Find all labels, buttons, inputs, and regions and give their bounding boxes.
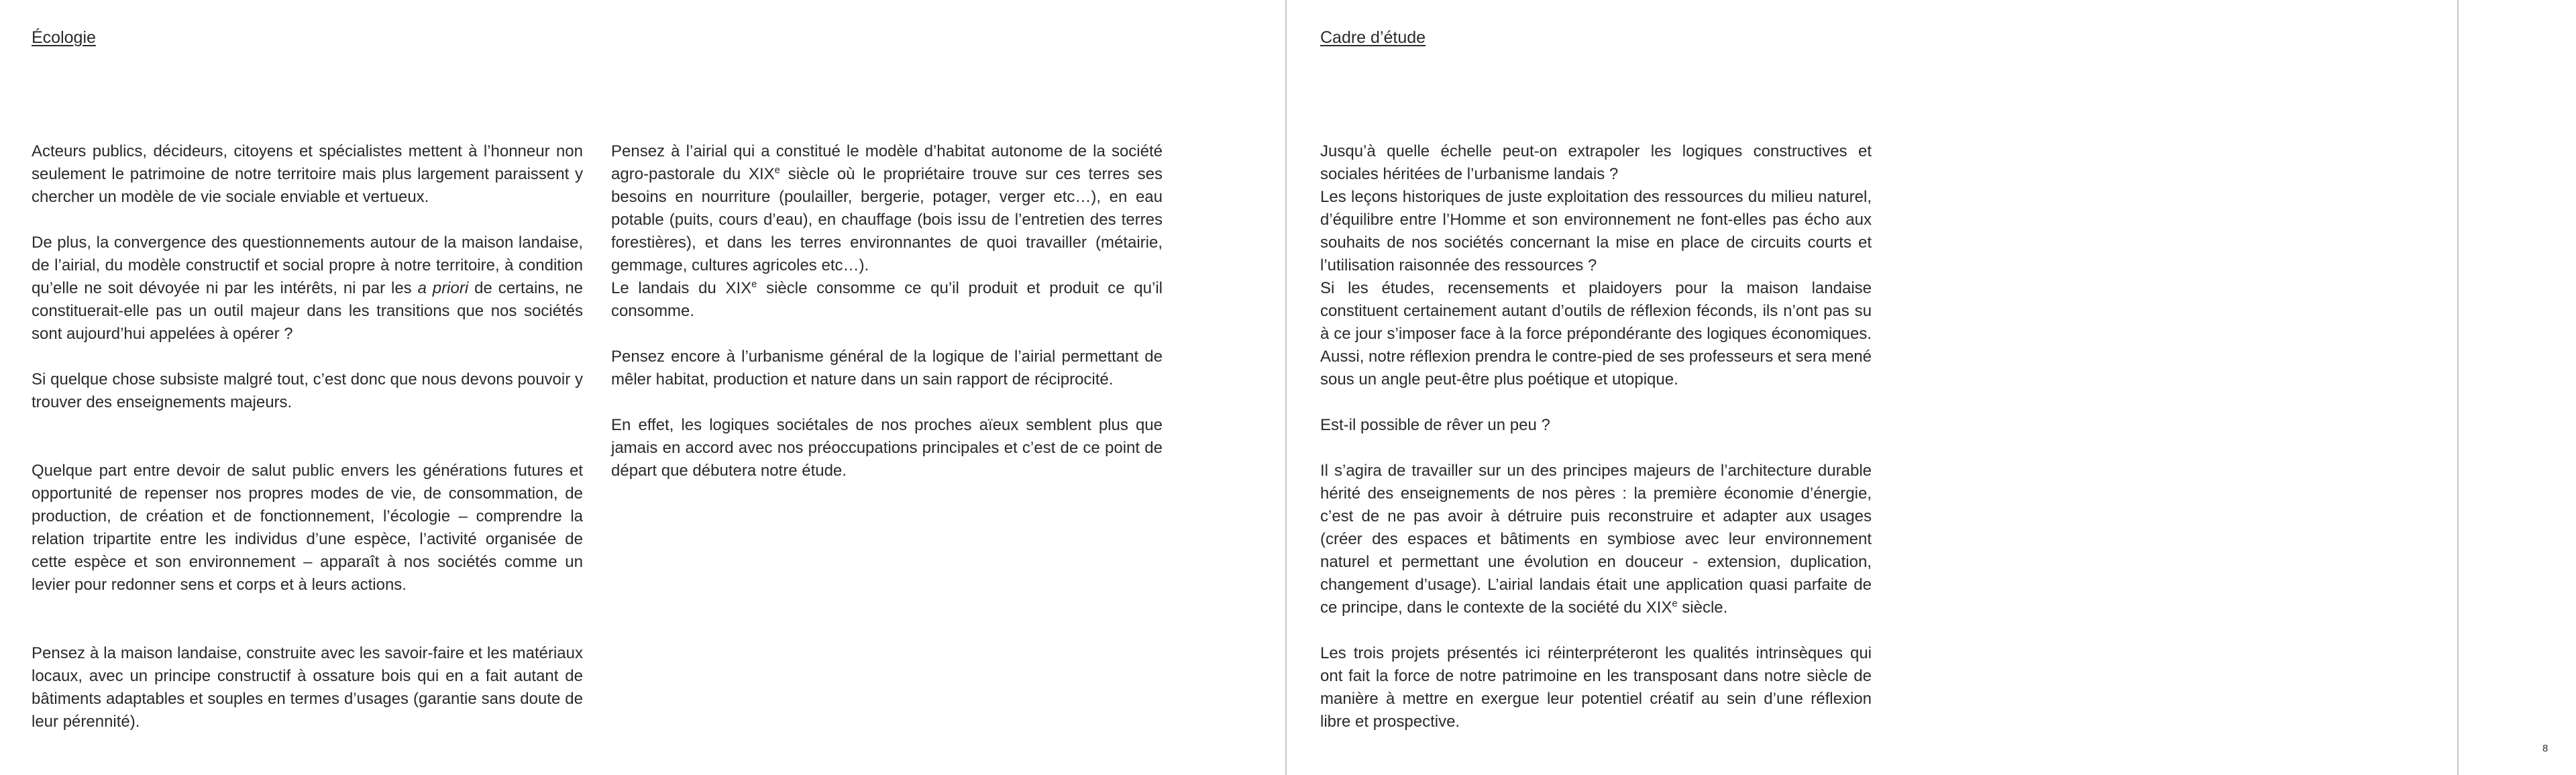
page-margin (2459, 0, 2576, 775)
paragraph: Pensez à l’airial qui a constitué le modèle d’habitat autonome de la société agro-pastorale du XIXe siècle où le propriétaire trouve sur ces terres ses besoins en nourriture (poulailler, bergerie, potager, verger etc…), en eau potable (puits, cours d’eau), en chauffage (bois issu de l’entretien des terres forestières), et dans les terres environnantes de quoi travailler (métairie, gemmage, cultures agricoles etc…). Le landais du XIXe siècle consomme ce qu’il produit et produit ce qu’il consomme. (611, 142, 1163, 320)
paragraph: Les trois projets présentés ici réinterpréteront les qualités intrinsèques qui ont fait la force de notre patrimoine en les transposant dans notre siècle de manière à mettre en exergue leur potentiel créatif au sein d’une réflexion libre et prospective. (1320, 644, 1872, 731)
left-page (0, 0, 1287, 775)
paragraph: Acteurs publics, décideurs, citoyens et spécialistes mettent à l’honneur non seulement le patrimoine de notre territoire mais plus largement paraissent y chercher un modèle de vie sociale enviable et vertueux. (32, 142, 583, 206)
paragraph: Pensez à la maison landaise, construite avec les savoir-faire et les matériaux locaux, avec un principe constructif à ossature bois qui en a fait autant de bâtiments adaptables et souples en termes d’usages (garantie sans doute de leur pérennité). (32, 644, 583, 731)
paragraph: Il s’agira de travailler sur un des principes majeurs de l’architecture durable hérité des enseignements de nos pères : la première économie d’énergie, c’est de ne pas avoir à détruire puis reconstruire et adapter aux usages (créer des espaces et bâtiments en symbiose avec leur environnement naturel et permettant une évolution en douceur - extension, duplication, changement d’usage). L’airial landais était une application quasi parfaite de ce principe, dans le contexte de la société du XIXe siècle. (1320, 462, 1872, 617)
right-column-1 (1320, 140, 1872, 733)
section-title-cadre-etude: Cadre d’étude (1320, 28, 1426, 47)
paragraph: Jusqu’à quelle échelle peut-on extrapoler les logiques constructives et sociales héritées de l’urbanisme landais ? Les leçons historiques de juste exploitation des ressources du milieu naturel, d’équilibre entre l’Homme et son environnement ne font-elles pas écho aux souhaits de nos sociétés concernant la mise en place de circuits courts et l’utilisation raisonnée des ressources ? Si les études, recensements et plaidoyers pour la maison landaise constituent certainement autant d’outils de réflexion féconds, ils n’ont pas su à ce jour s’imposer face à la force prépondérante des logiques économiques. Aussi, notre réflexion prendra le contre-pied de ses professeurs et sera mené sous un angle peut-être plus poétique et utopique. (1320, 142, 1872, 389)
left-column-1 (32, 140, 583, 733)
paragraph: En effet, les logiques sociétales de nos proches aïeux semblent plus que jamais en accord avec nos préoccupations principales et c’est de ce point de départ que débutera notre étude. (611, 416, 1163, 480)
section-title-ecologie: Écologie (32, 28, 96, 47)
paragraph: Est-il possible de rêver un peu ? (1320, 416, 1550, 434)
left-column-2 (611, 140, 1163, 482)
paragraph: De plus, la convergence des questionnements autour de la maison landaise, de l’airial, du modèle constructif et social propre à notre territoire, à condition qu’elle ne soit dévoyée ni par les intérêts, ni par les a priori de certains, ne constituerait-elle pas un outil majeur dans les transitions que nos sociétés sont aujourd’hui appelées à opérer ? (32, 234, 584, 343)
italic-text: a priori (417, 279, 469, 297)
page-number: 8 (2542, 743, 2548, 754)
paragraph: Pensez encore à l’urbanisme général de la logique de l’airial permettant de mêler habitat, production et nature dans un sain rapport de réciprocité. (611, 348, 1163, 389)
paragraph: Si quelque chose subsiste malgré tout, c’est donc que nous devons pouvoir y trouver des enseignements majeurs. (32, 370, 583, 411)
paragraph: Quelque part entre devoir de salut public envers les générations futures et opportunité de repenser nos propres modes de vie, de consommation, de production, de création et de fonctionnement, l’écologie – comprendre la relation tripartite entre les individus d’une espèce, l’activité organisée de cette espèce et son environnement – apparaît à nos sociétés comme un levier pour redonner sens et corps et à leurs actions. (32, 462, 583, 594)
